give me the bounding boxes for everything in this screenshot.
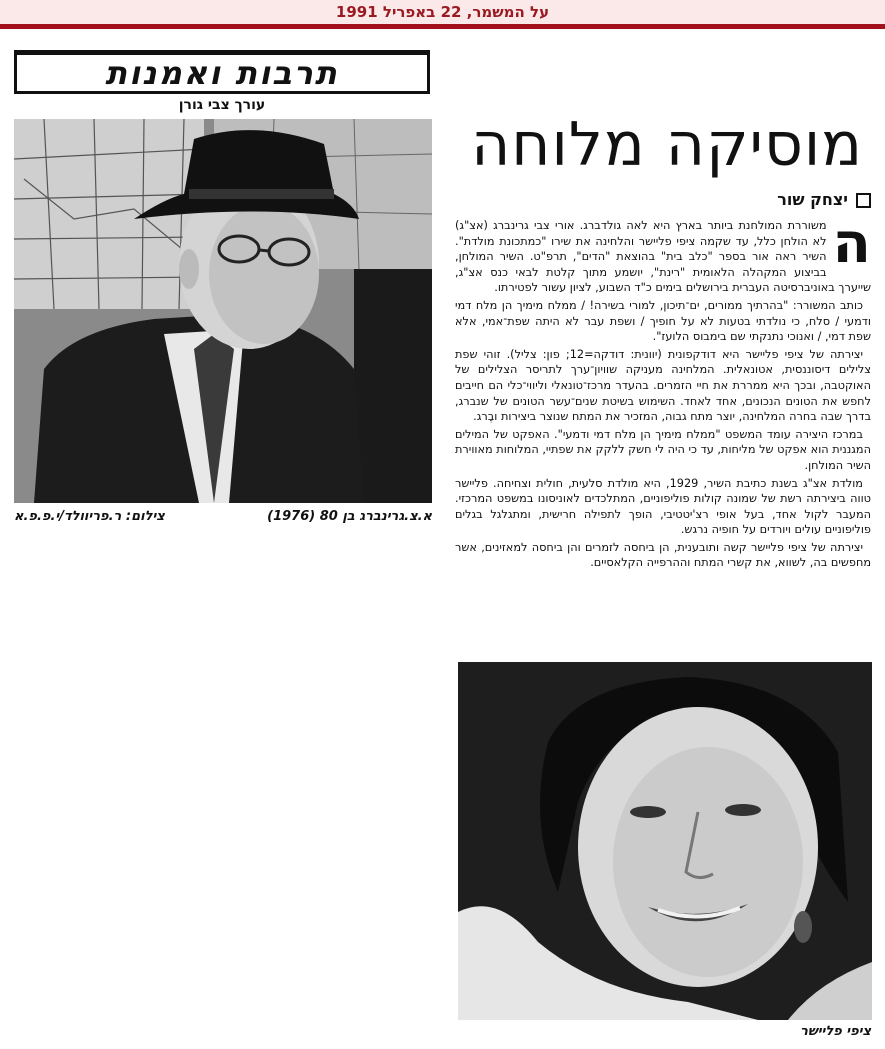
article-paragraph: מולדת אצ"ג בשנת כתיבת השיר, 1929, היא מולדת סלעית, חולית וצחיחה. פליישר טווה ביצירתה רשת של שמונה קולות פוליפוניים, המתלכדים לאוניסונו במשפט המרכזי. המעבר לקול אחד, בעל אופי רצ'יטטיבי, הופך לתפילה חרישית, ומתגלגל בגלים פוליפוניים עולים ויורדים על חופיה נרגש.: [455, 476, 871, 537]
photo1-caption: [14, 509, 432, 529]
portrait-photo-greenberg: [14, 119, 432, 503]
photo2-caption: ציפי פליישר: [800, 1024, 871, 1039]
page-header-bar: [0, 0, 885, 24]
article-paragraph: במרכז היצירה עומד המשפט "ממלח מימיך הן מלח דמי ודמעי". האפקט של המילים המגננית הוא אפקט של מליחות, עד כי היה לי חשק ללקק את שפתיי, המלוחות מאווירת השיר המולחן.: [455, 427, 871, 472]
square-bullet-icon: [856, 193, 871, 208]
article-byline: [777, 190, 871, 209]
article-paragraph: יצירתה של ציפי פליישר היא דודקפונית (יוונית: דודקה=12; פון: צליל). זוהי שפת צלילים דיסוננסית, אטונאלית. המלחינה מעניקה שוויון־ערך לתריסר הצלילים של האוקטבה, ובכך היא ממררת את חיי הזמרים. בהעדר מרכז־טונאלי וליווי־כלי הם חייבים לחפש את הטונים הנכונים, אחד לאחד. השימוש בשיטת שנים־עשר הטונים של שנברג, בדרך שבה בחרה המלחינה, יוצר מתח גבוה, המזכיר את המתח שנוצר ביצירות ובֶרג.: [455, 347, 871, 424]
section-title: תרבות ואמנות: [14, 50, 430, 94]
article-paragraph: ה משוררת המולחנת ביותר בארץ היא לאה גולדברג. אורי צבי גרינברג (אצ"ג) לא הולחן כלל, עד שקמה ציפי פליישר והלחינה את שירו "כמתכונת מולדת". השיר ראה אור בספר "כלב בית" בהוצאת "הדים", תרפ"ט. השיר המולחן, בביצוע המקהלה הלאומית "רינת", יושמע מתוך קלטת לבאי כנס אצ"ג, שייערך באוניברסיטה העברית בירושלים בימים כ"ד השבוע, לציון עשור לפטירתו.: [455, 211, 871, 295]
portrait-photo-fleischer: [458, 662, 872, 1020]
drop-cap-letter: ה: [832, 211, 871, 276]
article-paragraph: יצירתה של ציפי פליישר קשה ותובענית, הן ביחסה לזמרים והן ביחסה למאזינים, אשר מחפשים בה, לשווא, את קשרי המתח וההרפייה הקלאסיים.: [455, 540, 871, 570]
photo1-caption-subject: א.צ.גרינברג בן 80 (1976): [267, 509, 432, 524]
photo1-caption-credit: צילום: ר.פריוולד/י.פ.פ.א: [14, 509, 165, 524]
header-divider: [0, 24, 885, 29]
section-editor: עורך צבי גורן: [178, 97, 266, 113]
author-name: יצחק שור: [777, 190, 848, 209]
article-headline: מוסיקה מלוחה: [471, 110, 863, 180]
article-body: [455, 211, 871, 573]
article-paragraph: כותב המשורר: "בהרתיך ממורים, ים־תיכון, למורי בשירה! / ממלח מימיך הן מלח דמי ודמעי / סלח, כי נולדתי בטעות לא על חופיך / ושפת עבר לא היתה שפת־אמי, אלא שפת דמי, / ואנוכי נתנקתי שם בימבוס הלועז".: [455, 298, 871, 344]
portrait-greenberg-image: [14, 119, 432, 503]
newspaper-date-header: על המשמר, 22 באפריל 1991: [335, 3, 550, 21]
portrait-fleischer-image: [458, 662, 872, 1020]
